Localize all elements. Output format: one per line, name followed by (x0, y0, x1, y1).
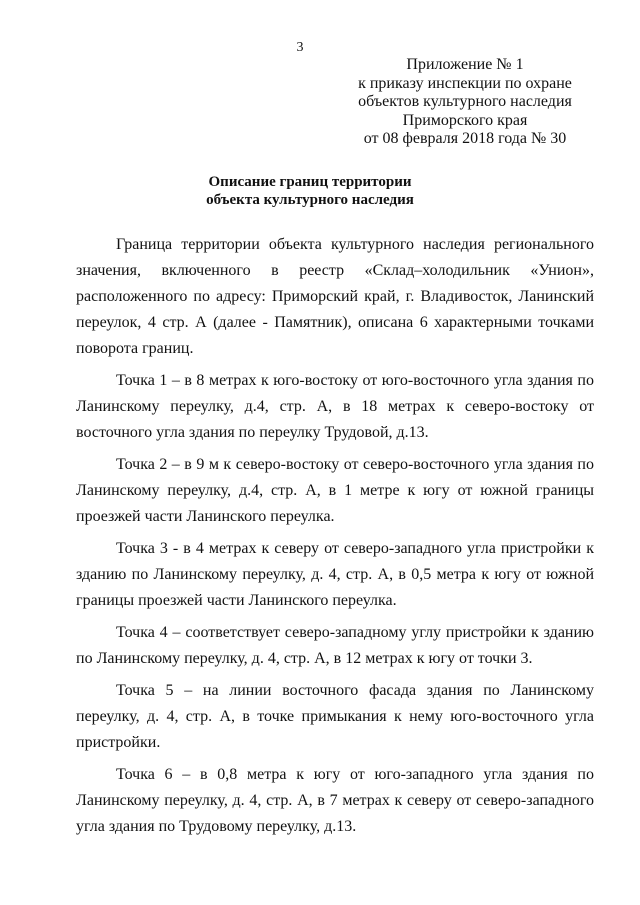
point-3-paragraph: Точка 3 - в 4 метрах к северу от северо-западного угла пристройки к зданию по Ланинскому переулку, д. 4, стр. А, в 0,5 метра к югу от южной границы проезжей части Ланинского переулка. (76, 540, 594, 609)
appendix-line: к приказу инспекции по охране (358, 74, 572, 92)
point-6-paragraph: Точка 6 – в 0,8 метра к югу от юго-западного угла здания по Ланинскому переулку, д. 4, стр. А, в 7 метрах к северу от северо-западного угла здания по Трудовому переулку, д.13. (76, 766, 594, 835)
appendix-line: Приложение № 1 (406, 56, 524, 73)
point-5-paragraph: Точка 5 – на линии восточного фасада здания по Ланинскому переулку, д. 4, стр. А, в точке примыкания к нему юго-восточного угла пристройки. (76, 682, 594, 751)
title-line: объекта культурного наследия (206, 192, 414, 208)
title-line: Описание границ территории (208, 174, 412, 190)
page-number: 3 (296, 40, 304, 55)
appendix-line: Приморского края (402, 111, 528, 129)
point-1-paragraph: Точка 1 – в 8 метрах к юго-востоку от юго-восточного угла здания по Ланинскому переулку, д.4, стр. А, в 18 метрах к северо-востоку от восточного угла здания по переулку Трудовой, д.13. (76, 372, 594, 441)
document-title (140, 173, 480, 209)
appendix-line: от 08 февраля 2018 года № 30 (363, 130, 567, 147)
appendix-header (350, 56, 580, 149)
point-2-paragraph: Точка 2 – в 9 м к северо-востоку от северо-восточного угла здания по Ланинскому переулку, д.4, стр. А, в 1 метре к югу от южной границы проезжей части Ланинского переулка. (76, 456, 594, 525)
point-4-paragraph: Точка 4 – соответствует северо-западному углу пристройки к зданию по Ланинскому переулку, д. 4, стр. А, в 12 метрах к югу от точки 3. (76, 624, 594, 667)
document-body (76, 232, 594, 846)
intro-paragraph: Граница территории объекта культурного наследия регионального значения, включенного в реестр «Склад–холодильник «Унион», расположенного по адресу: Приморский край, г. Владивосток, Ланинский переулок, 4 стр. А (далее - Памятник), описана 6 характерными точками поворота границ. (76, 236, 594, 357)
appendix-line: объектов культурного наследия (358, 93, 572, 110)
